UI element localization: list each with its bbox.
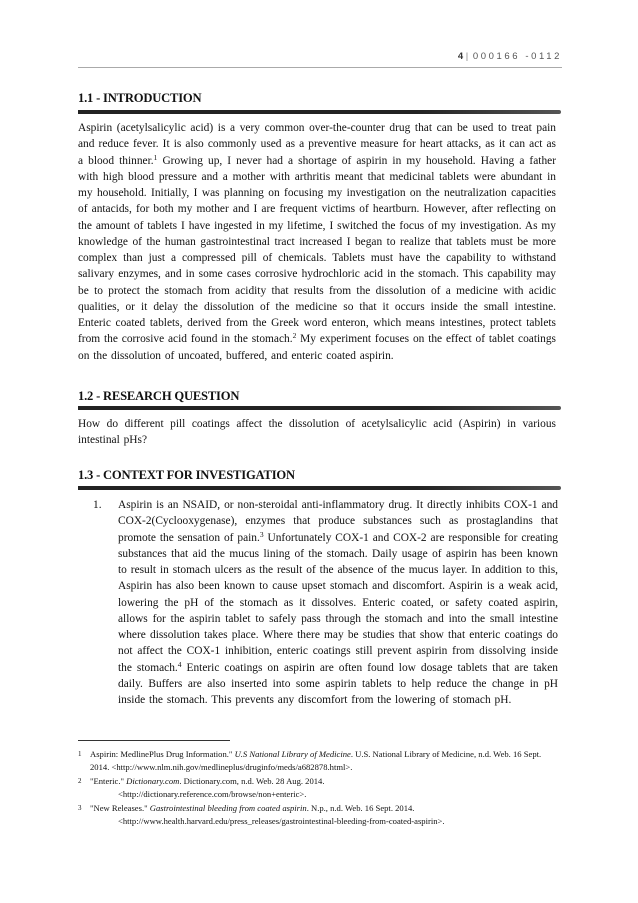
- header-rule: [78, 67, 562, 68]
- introduction-paragraph: [78, 120, 556, 364]
- footnote-post: . U.S. National Library of Medicine, n.d. Web. 16 Sept. 2014. <http://www.nlm.nih.gov/medlineplus/druginfo/meds/a682878.html>.: [90, 749, 542, 772]
- footnote-post: . N.p., n.d. Web. 16 Sept. 2014.: [306, 803, 415, 813]
- list-number: 1.: [93, 499, 102, 511]
- footnote-ref-2: 2: [292, 331, 297, 341]
- page-number: 4: [457, 51, 466, 62]
- footnote-ref-4: 4: [177, 659, 182, 669]
- footnote-post: . Dictionary.com, n.d. Web. 28 Aug. 2014.: [179, 776, 325, 786]
- footnote-ref-1: 1: [153, 152, 158, 162]
- document-code: 000166 -0112: [472, 51, 562, 62]
- page-header: [458, 51, 562, 62]
- footnote-italic: U.S National Library of Medicine: [234, 749, 351, 759]
- footnote-number: 1: [78, 750, 82, 758]
- footnote-3: [78, 802, 562, 828]
- footnote-rule: [78, 740, 230, 741]
- research-question-paragraph: How do different pill coatings affect the dissolution of acetylsalicylic acid (Aspirin) in various intestinal pHs?: [78, 418, 556, 447]
- footnote-ref-3: 3: [259, 529, 264, 539]
- section-rule: [78, 406, 561, 410]
- section-rule: [78, 110, 561, 114]
- footnote-number: 3: [78, 804, 82, 812]
- footnote-number: 2: [78, 777, 82, 785]
- footnote-text: [90, 748, 562, 774]
- intro-text-3: My experiment focuses on the effect of tablet coatings on the dissolution of uncoated, buffered, and enteric coated aspirin.: [78, 333, 556, 362]
- section-title-introduction: 1.1 - INTRODUCTION: [78, 91, 202, 105]
- footnote-url: <http://www.health.harvard.edu/press_releases/gastrointestinal-bleeding-from-coated-aspirin>.: [118, 816, 445, 826]
- section-title-research-question: 1.2 - RESEARCH QUESTION: [78, 389, 240, 403]
- footnote-2: [78, 775, 562, 801]
- footnote-text: [90, 802, 562, 815]
- footnote-pre: "New Releases.": [90, 803, 150, 813]
- header-separator: |: [465, 51, 471, 62]
- intro-text-1: Aspirin (acetylsalicylic acid) is a very common over-the-counter drug that can be used to treat pain and reduce fever. It is also commonly used as a preventive measure for heart attacks, as it can act as a blood thinner.: [78, 122, 556, 167]
- footnote-text: [90, 775, 562, 788]
- context-text-1: Aspirin is an NSAID, or non-steroidal anti-inflammatory drug. It directly inhibits COX-1 and COX-2(Cyclooxygenase), enzymes that produce substances such as prostaglandins that promote the sensation of pain.: [118, 499, 558, 544]
- footnote-url: <http://dictionary.reference.com/browse/non+enteric>.: [118, 789, 307, 799]
- context-text-2: Unfortunately COX-1 and COX-2 are responsible for creating substances that aid the mucus lining of the stomach. Daily usage of aspirin has been known to result in stomach ulcers as the result of the absence of the mucus layer. In addition to this, Aspirin has also been known to cause upset stomach and discomfort. Aspirin is a weak acid, lowering the pH of the stomach as it dissolves. Enteric coated, or safety coated aspirin, allows for the aspirin tablet to safely pass through the stomach and into the small intestine where dissolution takes place. Where there may be studies that show that enteric coatings do not affect the COX-1 inhibition, enteric coatings still prevent aspirin from dissolving inside the stomach.: [118, 531, 558, 674]
- context-text-3: Enteric coatings on aspirin are often found low dosage tablets that are taken daily. Buffers are also inserted into some aspirin tablets to help reduce the change in pH inside the stomach. This prevents any discomfort from the lowering of stomach pH.: [118, 661, 558, 706]
- list-item-text: [118, 497, 558, 708]
- section-title-context: 1.3 - CONTEXT FOR INVESTIGATION: [78, 468, 295, 482]
- footnote-italic: Gastrointestinal bleeding from coated aspirin: [149, 803, 307, 813]
- section-rule: [78, 486, 561, 490]
- footnote-italic: Dictionary.com: [126, 776, 180, 786]
- intro-text-2: Growing up, I never had a shortage of aspirin in my household. Having a father with high blood pressure and a mother with arthritis meant that medicinal tablets were abundant in my household. Initially, I was planning on focusing my investigation on the neutralization capacities of antacids, for both my mother and I are frequent victims of heartburn. However, after reflecting on the amount of tablets I have ingested in my lifetime, I switched the focus of my investigation. As my knowledge of the human gastrointestinal tract increased I began to realize that tablets must be more complex than just a compressed pill of chemicals. Tablets must have the capability to withstand salivary enzymes, and in some cases corrosive hydrochloric acid in the stomach. This capability may be to protect the stomach from acidity that results from the dissolution of a medicine with acidic qualities, or it delay the dissolution of the medicine so that it occurs inside the small intestine. Enteric coated tablets, derived from the Greek word enteron, which means intestines, protect tablets from the corrosive acid found in the stomach.: [78, 154, 556, 346]
- footnote-pre: "Enteric.": [90, 776, 127, 786]
- footnote-pre: Aspirin: MedlinePlus Drug Information.": [90, 749, 235, 759]
- footnote-1: [78, 748, 562, 774]
